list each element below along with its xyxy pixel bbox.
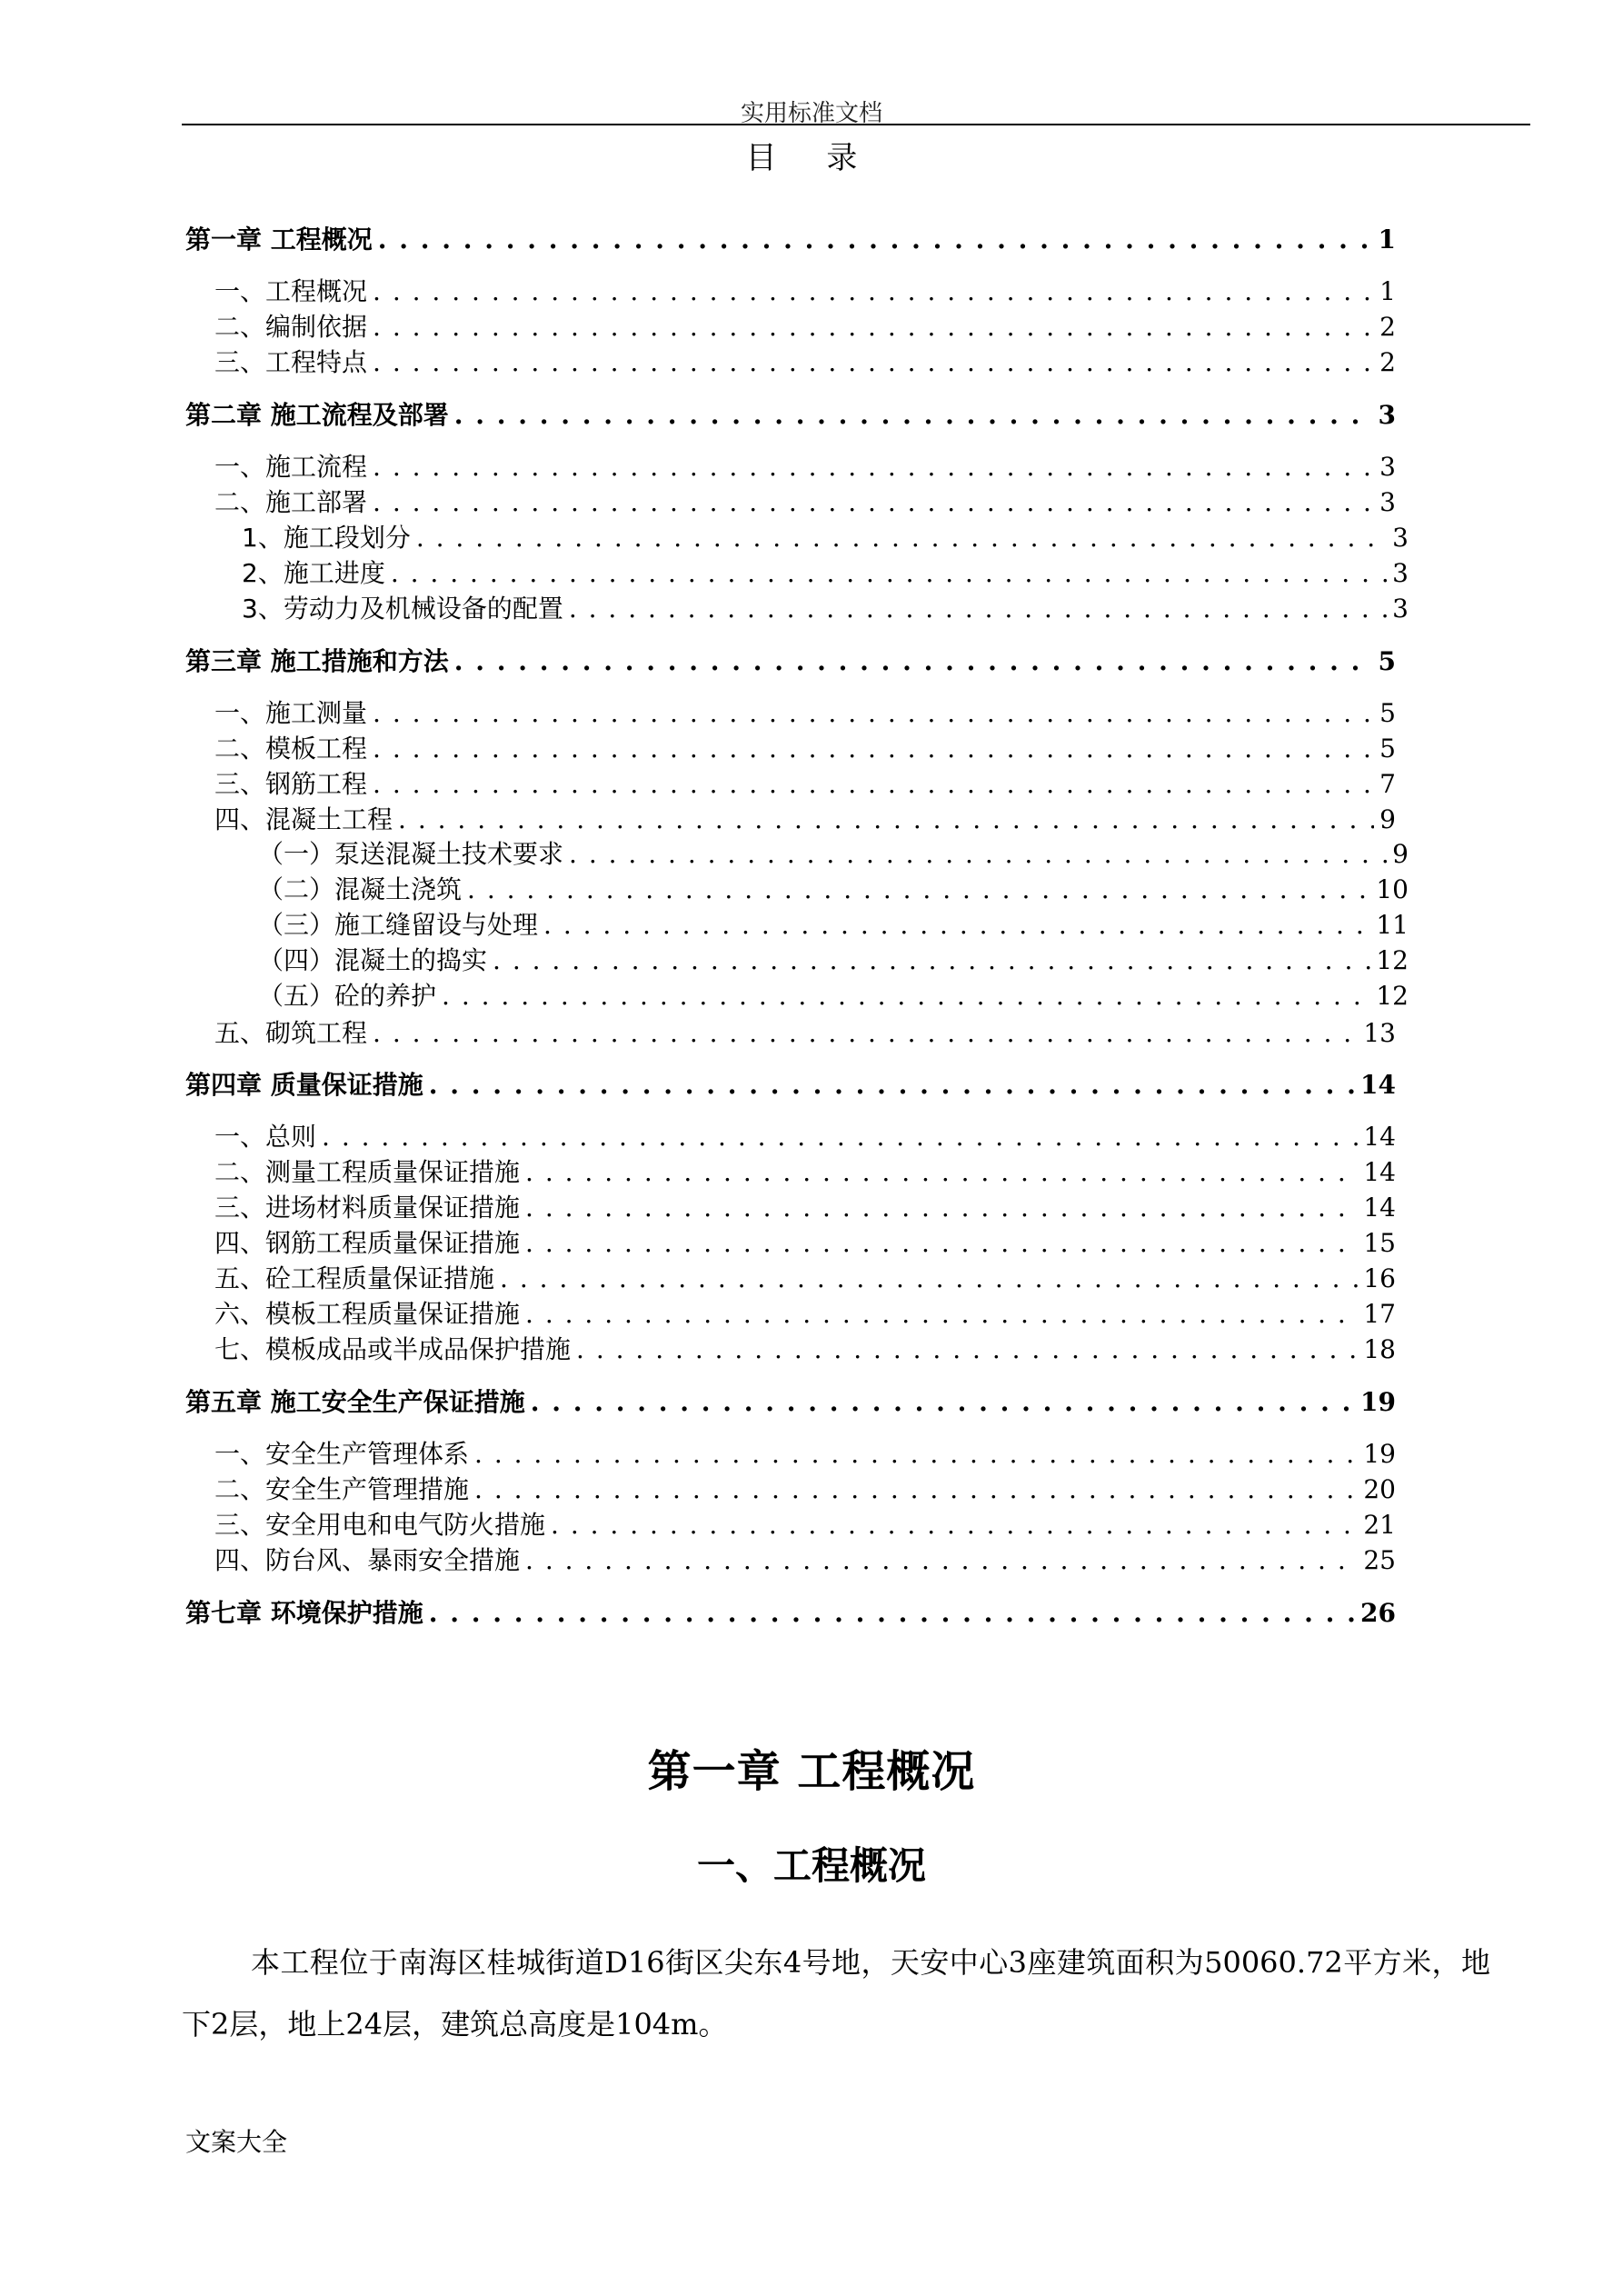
- toc-leader-dots: [525, 1157, 1358, 1187]
- toc-entry-label: 二、编制依据: [214, 312, 368, 342]
- chapter-heading: 第一章 工程概况: [647, 1746, 976, 1797]
- toc-entry[interactable]: [214, 1294, 1396, 1331]
- toc-page-number: 25: [1363, 1545, 1396, 1575]
- toc-entry[interactable]: [258, 905, 1409, 942]
- toc-entry-label: 三、安全用电和电气防火措施: [214, 1510, 546, 1540]
- toc-page-number: 26: [1360, 1598, 1396, 1628]
- toc-entry-label: 一、工程概况: [214, 276, 368, 306]
- toc-entry-label: （五）砼的养护: [258, 981, 437, 1011]
- toc-entry-label: 一、总则: [214, 1122, 317, 1152]
- toc-chapter-entry[interactable]: [185, 642, 1396, 678]
- toc-page-number: 3: [1379, 452, 1396, 482]
- toc-leader-dots: [454, 646, 1373, 676]
- toc-page-number: 19: [1363, 1439, 1396, 1469]
- toc-entry-label: 2、施工进度: [242, 558, 385, 588]
- toc-page-number: 16: [1363, 1263, 1396, 1293]
- toc-page-number: 14: [1363, 1122, 1396, 1152]
- toc-entry-label: 三、钢筋工程: [214, 769, 368, 799]
- toc-entry[interactable]: [214, 800, 1396, 836]
- toc-chapter-entry[interactable]: [185, 220, 1396, 256]
- toc-page-number: 14: [1360, 1070, 1396, 1100]
- toc-chapter-entry[interactable]: [185, 1593, 1396, 1630]
- toc-entry-label: 第五章 施工安全生产保证措施: [185, 1387, 525, 1417]
- toc-page-number: 20: [1363, 1474, 1396, 1504]
- toc-leader-dots: [398, 804, 1374, 834]
- toc-entry[interactable]: [258, 870, 1409, 906]
- toc-page-number: 5: [1379, 698, 1396, 728]
- toc-entry-label: （三）施工缝留设与处理: [258, 910, 539, 940]
- toc-entry[interactable]: [214, 272, 1396, 308]
- toc-entry-label: 七、模板成品或半成品保护措施: [214, 1334, 572, 1364]
- toc-leader-dots: [429, 1598, 1355, 1628]
- toc-page-number: 1: [1379, 276, 1396, 306]
- toc-page-number: 17: [1363, 1299, 1396, 1329]
- toc-entry-label: 四、防台风、暴雨安全措施: [214, 1545, 521, 1575]
- toc-entry[interactable]: [214, 1434, 1396, 1471]
- toc-leader-dots: [493, 945, 1370, 975]
- toc-entry[interactable]: [242, 589, 1409, 625]
- toc-leader-dots: [373, 312, 1374, 342]
- toc-entry-label: 二、模板工程: [214, 734, 368, 764]
- toc-leader-dots: [474, 1439, 1358, 1469]
- toc-entry-label: （一）泵送混凝土技术要求: [258, 839, 564, 869]
- toc-leader-dots: [500, 1263, 1358, 1293]
- toc-leader-dots: [551, 1510, 1358, 1540]
- toc-leader-dots: [454, 400, 1373, 430]
- toc-leader-dots: [378, 225, 1373, 255]
- toc-leader-dots: [525, 1228, 1358, 1258]
- toc-page-number: 10: [1376, 874, 1409, 904]
- toc-leader-dots: [525, 1299, 1358, 1329]
- toc-entry[interactable]: [214, 1013, 1396, 1050]
- toc-leader-dots: [531, 1387, 1355, 1417]
- toc-leader-dots: [373, 487, 1374, 517]
- toc-page-number: 12: [1376, 981, 1409, 1011]
- toc-entry[interactable]: [214, 447, 1396, 484]
- toc-entry-label: 二、测量工程质量保证措施: [214, 1157, 521, 1187]
- toc-entry-label: （四）混凝土的捣实: [258, 945, 488, 975]
- toc-page-number: 21: [1363, 1510, 1396, 1540]
- toc-entry-label: 六、模板工程质量保证措施: [214, 1299, 521, 1329]
- toc-leader-dots: [373, 1018, 1358, 1048]
- toc-page-number: 5: [1379, 734, 1396, 764]
- toc-page-number: 11: [1376, 910, 1409, 940]
- toc-leader-dots: [373, 452, 1374, 482]
- toc-entry[interactable]: [214, 694, 1396, 730]
- toc-entry[interactable]: [214, 1505, 1396, 1542]
- toc-page-number: 12: [1376, 945, 1409, 975]
- toc-page-number: 3: [1378, 400, 1396, 430]
- toc-entry-label: 五、砌筑工程: [214, 1018, 368, 1048]
- toc-chapter-entry[interactable]: [185, 1065, 1396, 1102]
- toc-entry[interactable]: [258, 834, 1409, 871]
- toc-entry[interactable]: [214, 1259, 1396, 1295]
- toc-page-number: 3: [1392, 594, 1409, 624]
- toc-entry[interactable]: [242, 518, 1409, 554]
- page-header: 实用标准文档: [740, 100, 882, 127]
- toc-page-number: 9: [1392, 839, 1409, 869]
- toc-entry[interactable]: [214, 1330, 1396, 1366]
- toc-title: 目 录: [745, 140, 878, 176]
- toc-entry[interactable]: [258, 941, 1409, 977]
- toc-entry-label: 3、劳动力及机械设备的配置: [242, 594, 563, 624]
- page-footer: 文案大全: [185, 2127, 288, 2157]
- toc-page-number: 2: [1379, 312, 1396, 342]
- toc-leader-dots: [373, 276, 1374, 306]
- toc-entry-label: 二、安全生产管理措施: [214, 1474, 470, 1504]
- toc-entry[interactable]: [242, 554, 1409, 590]
- toc-leader-dots: [525, 1193, 1358, 1223]
- toc-page-number: 13: [1363, 1018, 1396, 1048]
- toc-entry-label: （二）混凝土浇筑: [258, 874, 463, 904]
- toc-leader-dots: [569, 839, 1387, 869]
- toc-entry-label: 一、施工流程: [214, 452, 368, 482]
- toc-leader-dots: [569, 594, 1387, 624]
- toc-leader-dots: [416, 523, 1387, 553]
- toc-page-number: 15: [1363, 1228, 1396, 1258]
- toc-leader-dots: [576, 1334, 1358, 1364]
- toc-page-number: 14: [1363, 1193, 1396, 1223]
- toc-entry[interactable]: [214, 307, 1396, 344]
- toc-entry-label: 四、混凝土工程: [214, 804, 393, 834]
- toc-entry-label: 第二章 施工流程及部署: [185, 400, 449, 430]
- section-heading: 一、工程概况: [696, 1843, 926, 1888]
- toc-entry[interactable]: [214, 729, 1396, 765]
- toc-entry-label: 第四章 质量保证措施: [185, 1070, 423, 1100]
- toc-page-number: 3: [1392, 523, 1409, 553]
- toc-chapter-entry[interactable]: [185, 395, 1396, 432]
- toc-chapter-entry[interactable]: [185, 1383, 1396, 1419]
- toc-page-number: 3: [1379, 487, 1396, 517]
- toc-leader-dots: [373, 347, 1374, 377]
- toc-leader-dots: [373, 769, 1374, 799]
- toc-entry[interactable]: [214, 764, 1396, 801]
- toc-entry-label: 第一章 工程概况: [185, 225, 373, 255]
- toc-entry-label: 一、施工测量: [214, 698, 368, 728]
- toc-leader-dots: [429, 1070, 1355, 1100]
- toc-entry-label: 1、施工段划分: [242, 523, 411, 553]
- toc-page-number: 1: [1378, 225, 1396, 255]
- toc-entry[interactable]: [214, 1223, 1396, 1260]
- toc-entry-label: 五、砼工程质量保证措施: [214, 1263, 495, 1293]
- toc-entry-label: 第七章 环境保护措施: [185, 1598, 423, 1628]
- toc-leader-dots: [543, 910, 1370, 940]
- toc-entry-label: 四、钢筋工程质量保证措施: [214, 1228, 521, 1258]
- toc-entry-label: 第三章 施工措施和方法: [185, 646, 449, 676]
- toc-entry-label: 二、施工部署: [214, 487, 368, 517]
- toc-entry-label: 三、工程特点: [214, 347, 368, 377]
- toc-leader-dots: [391, 558, 1387, 588]
- toc-leader-dots: [467, 874, 1370, 904]
- toc-entry[interactable]: [214, 1541, 1396, 1577]
- toc-entry[interactable]: [214, 1153, 1396, 1189]
- toc-leader-dots: [442, 981, 1370, 1011]
- toc-page-number: 7: [1379, 769, 1396, 799]
- toc-page-number: 9: [1379, 804, 1396, 834]
- toc-entry[interactable]: [214, 1117, 1396, 1153]
- toc-leader-dots: [322, 1122, 1358, 1152]
- toc-leader-dots: [373, 734, 1374, 764]
- toc-entry[interactable]: [214, 483, 1396, 519]
- toc-entry[interactable]: [258, 976, 1409, 1013]
- toc-page-number: 2: [1379, 347, 1396, 377]
- toc-page-number: 3: [1392, 558, 1409, 588]
- body-paragraph: 本工程位于南海区桂城街道D16街区尖东4号地，天安中心3座建筑面积为50060.72平方米，地下2层，地上24层，建筑总高度是104m。: [182, 1945, 1490, 2041]
- toc-leader-dots: [373, 698, 1374, 728]
- toc-entry-label: 三、进场材料质量保证措施: [214, 1193, 521, 1223]
- toc-entry[interactable]: [214, 1470, 1396, 1506]
- toc-leader-dots: [525, 1545, 1358, 1575]
- toc-page-number: 14: [1363, 1157, 1396, 1187]
- toc-leader-dots: [474, 1474, 1358, 1504]
- toc-page-number: 19: [1360, 1387, 1396, 1417]
- toc-page-number: 5: [1378, 646, 1396, 676]
- toc-page-number: 18: [1363, 1334, 1396, 1364]
- toc-entry[interactable]: [214, 1188, 1396, 1224]
- toc-entry[interactable]: [214, 343, 1396, 379]
- toc-entry-label: 一、安全生产管理体系: [214, 1439, 470, 1469]
